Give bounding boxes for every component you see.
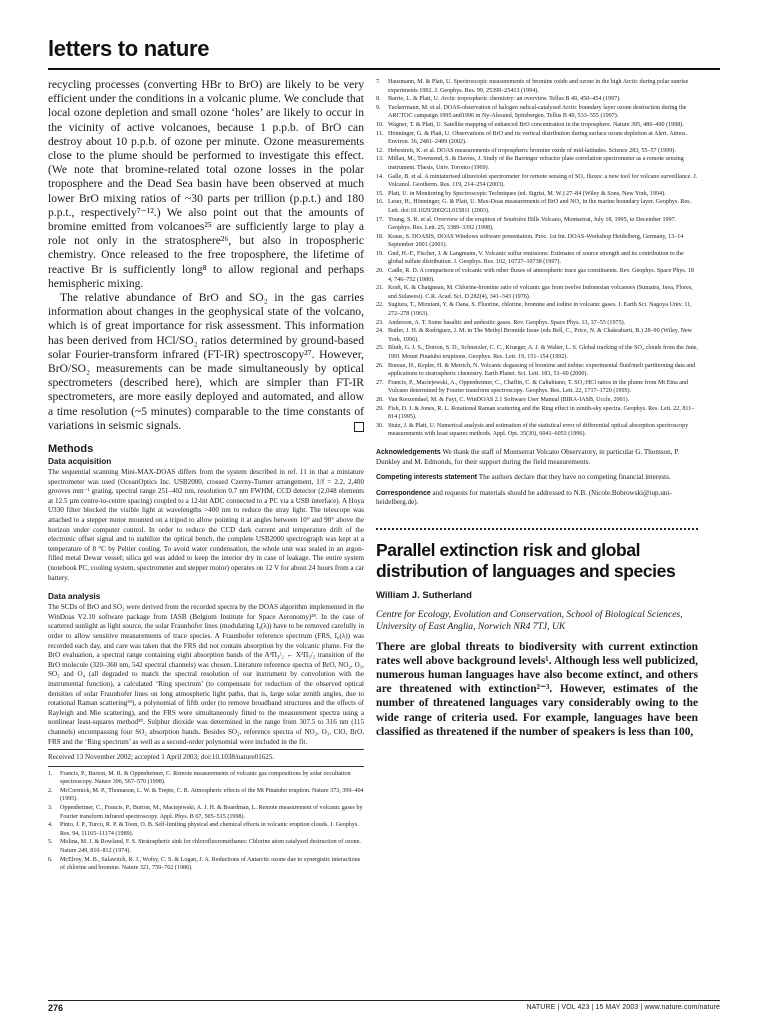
- reference-number: 4.: [48, 822, 53, 829]
- reference-text: Bluth, G. J. S., Doiron, S. D., Schnetzler, C. C., Krueger, A. J. & Walter, L. S. Global tracking of the SO₂ clouds from the June, 1991 Mount Pinatubo eruptions. Geophys. Res. Lett. 19, 151–154 (1992).: [388, 345, 698, 360]
- intro-paragraph-2: [48, 291, 364, 433]
- correspondence-heading: Correspondence: [376, 489, 431, 497]
- reference-item: [376, 267, 698, 284]
- reference-number: 2.: [48, 787, 53, 794]
- reference-text: Kraft, K. & Chaigneau, M. Chlorine-bromine ratio of volcanic gas from twelve Indonesian volcanoes (Sumatra, Java, Flores, and Sulawesi). C.R. Acad. Sci. D 282(4), 341–343 (1976).: [388, 285, 693, 300]
- reference-number: 18.: [376, 233, 384, 240]
- reference-text: McCormick, M. P., Thomason, L. W. & Trepte, C. R. Atmospheric effects of the Mt Pinatubo eruption. Nature 373, 399–404 (1995).: [60, 787, 364, 803]
- reference-text: Molina, M. J. & Rowland, F. S. Stratospheric sink for chlorofluoromethanes: Chlorine atom catalysed destruction of ozone. Nature 249, 810–812 (1974).: [60, 839, 361, 855]
- acknowledgements-text: We thank the staff of Montserrat Volcano Observatory, in particular G. Thomson, P. Dunkley and M. Edmonds, for their support during the field measurements.: [376, 447, 680, 466]
- footer-rule: [48, 1000, 720, 1001]
- reference-item: [376, 284, 698, 301]
- data-acquisition-text: The sequential scanning Mini-MAX-DOAS differs from the system described in ref. 11 in that a miniature spectrometer was used (OceanOptics Inc. USB2000, crossed Czerny-Turner arrangement, 1/f = 2.2, 2,400 grooves mm⁻¹ grating, spectral range 251–402 nm, resolution 0.7 nm FWHM, CCD detector (2,048 elements at 12.5 µm centre-to-centre spacing) coupled to a 12-bit ADC connected to a PC via a USB interface). A Hoya U330 filter blocked the visible light at wavelengths >400 nm to reduce the stray light. The telescope was attached to a stepper motor mounted on a tripod to allow pointing it at angles between 10° and 90° above the horizon under computer control. In order to reduce the CCD dark current and temperature drift of the electronic offset signal and to stabilize the optical bench, the complete USB2000 spectrograph was kept at a temperature of 8 °C by Peltier cooling. To avoid water condensation, the whole unit was sealed in an argon-filled metal Dewar vessel; silica gel was added to keep the interior dry in case of leakage. The entire system (notebook PC, cooling system, spectrometer and stepper motor) operates on 12 V for about 24 hours from a car battery.: [48, 468, 364, 582]
- reference-item: [48, 856, 364, 873]
- reference-item: [376, 78, 698, 95]
- reference-item: [376, 190, 698, 199]
- competing-interests: [376, 473, 698, 483]
- header-rule: [48, 68, 720, 70]
- reference-item: [376, 250, 698, 267]
- reference-text: Fish, D. J. & Jones, R. L. Rotational Raman scattering and the Ring effect in zenith-sky spectra. Geophys. Res. Lett. 22, 811–814 (1995).: [388, 405, 695, 421]
- reference-text: Sugiura, T., Mizutani, Y. & Oana, S. Fluorine, chlorine, bromine and iodine in volcanic gases. J. Earth Sci. Nagoya Univ. 11, 272–278 (1963).: [388, 302, 692, 318]
- intro-paragraph-1: recycling processes (converting HBr to BrO) are likely to be very efficient under the conditions in a volcanic plume. We conclude that local ozone depletion and small ozone ‘holes’ are likely to occur in the vicinity of active volcanoes, because 1 p.p.b. of BrO can destroy about 10 p.p.b. of ozone per minute. Ozone measurements close to the plume should be performed to investigate this effect. (We note that bromine-related total ozone losses in the polar troposphere and the Dead Sea basin have been observed at much lower BrO mixing ratios of ~30 parts per trillion (p.p.t.) and 180 p.p.t., respectively⁷⁻¹².) We also point out that the amounts of bromine emitted from volcanoes²⁵ are sufficiently large to play a role not only in the stratosphere²⁶, but also in tropospheric chemistry. Once released to the free troposphere, the lifetime of reactive Br is sufficiently long⁸ to allow regional and perhaps hemispheric mixing.: [48, 78, 364, 290]
- reference-item: [376, 233, 698, 250]
- reference-number: 9.: [376, 104, 381, 111]
- reference-number: 17.: [376, 216, 384, 223]
- reference-text: McElroy, M. B., Salawitch, R. J., Wofsy, C. S. & Logan, J. A. Reductions of Antarctic ozone due to synergistic interactions of chlorine and bromine. Nature 321, 759–762 (1986).: [60, 856, 361, 872]
- reference-text: Galle, B. et al. A miniaturised ultraviolet spectrometer for remote sensing of SO₂ fluxes: a new tool for volcano surveillance. J. Volcanol. Geotherm. Res. 119, 214–254 (2003).: [388, 173, 698, 189]
- reference-text: Oppenheimer, C., Francis, P., Burton, M., Maciejewski, A. J. H. & Boardman, L. Remote measurement of volcanic gases by Fourier transform infrared spectroscopy. Appl. Phys. B 67, 505–515 (1998).: [60, 805, 363, 820]
- reference-number: 20.: [376, 268, 384, 275]
- reference-text: Hebestreit, K. et al. DOAS measurements of tropospheric bromine oxide of mid-latitudes. Science 283, 55–57 (1999).: [388, 147, 676, 154]
- reference-text: Hausmann, M. & Platt, U. Spectroscopic measurements of bromine oxide and ozone in the high Arctic during polar sunrise experiments 1992. J. Geophys. Res. 99, 25399–25413 (1994).: [388, 79, 689, 94]
- reference-number: 27.: [376, 379, 384, 386]
- article-abstract: There are global threats to biodiversity with current extinction rates well above background levels¹. Although less well publicized, numerous human languages have also become extinct, and others are threatened with extinction²⁻³. However, estimates of the number of threatened languages vary considerably owing to the wide range of criteria used. For example, languages have been classified as threatened if the number of speakers is less than 100,: [376, 641, 698, 738]
- reference-text: Leser, H., Hönninger, G. & Platt, U. Max-Doas measurements of BrO and NO₂ in the marine boundary layer. Geophys. Res. Lett. doi:10.1029/2002GL015811 (2003).: [388, 199, 692, 214]
- reference-number: 16.: [376, 199, 384, 206]
- reference-text: Pinto, J. P., Turco, R. P. & Toon, O. B. Self-limiting physical and chemical effects in volcanic eruption clouds. J. Geophys. Res. 94, 11165–11174 (1989).: [60, 822, 359, 837]
- reference-number: 25.: [376, 345, 384, 352]
- reference-item: [48, 821, 364, 838]
- reference-text: Butler, J. H. & Rodriguez, J. M. in The Methyl Bromide Issue (eds Bell, C., Price, N. & Chakrabarti, B.) 28–90 (Wiley, New York, 1996).: [388, 328, 692, 343]
- received-rule-bottom: [48, 766, 364, 767]
- reference-text: Van Roozendael, M. & Fayt, C. WinDOAS 2.1 Software User Manual (BIRA-IASB, Uccle, 2001).: [388, 396, 630, 403]
- reference-text: Hönninger, G. & Platt, U. Observations of BrO and its vertical distribution during surface ozone depletion at Alert. Atmos. Environ. 36, 2481–2489 (2002).: [388, 130, 687, 146]
- reference-item: [376, 362, 698, 379]
- reference-number: 1.: [48, 770, 53, 777]
- reference-number: 30.: [376, 422, 384, 429]
- data-acquisition-heading: Data acquisition: [48, 457, 112, 467]
- reference-number: 5.: [48, 839, 53, 846]
- reference-item: [376, 104, 698, 121]
- reference-text: Bureau, H., Kepler, H. & Metrich, N. Volcanic degassing of bromine and iodine: experimental fluid/melt partitioning data and applications to stratospheric chemistry. Earth Planet. Sci. Lett. 183, 51–60 (2000).: [388, 362, 696, 378]
- received-rule-top: [48, 749, 364, 750]
- reference-number: 7.: [376, 79, 381, 85]
- end-of-text-box-icon: [354, 422, 364, 432]
- reference-text: Barrie, L. & Platt, U. Arctic tropospheric chemistry: an overview. Tellus B 49, 450–454 (1997).: [388, 96, 621, 103]
- competing-interests-text: The authors declare that they have no competing financial interests.: [478, 473, 671, 482]
- reference-item: [48, 770, 364, 787]
- reference-number: 29.: [376, 405, 384, 412]
- reference-item: [376, 216, 698, 233]
- reference-item: [376, 396, 698, 405]
- reference-text: Gnd, H.-F., Fischer, J. & Langmann, V. Volcanic sulfur emissions: Estimates of source strength and its contribution to the global sulfate distribution. J. Geophys. Res. 102, 10727–10738 (1997).: [388, 250, 684, 266]
- reference-number: 26.: [376, 362, 384, 369]
- competing-interests-heading: Competing interests statement: [376, 474, 478, 482]
- reference-number: 23.: [376, 319, 384, 326]
- reference-item: [376, 155, 698, 172]
- reference-number: 8.: [376, 96, 381, 103]
- reference-text: Francis, P., Maciejewski, A., Oppenheimer, C., Chaffin, C. & Caltabiano, T. SO₂:HCl ratios in the plume from Mt Etna and Vulcano determined by Fourier transform spectroscopy. Geophys. Res. Lett. 22, 1717–1720 (1995).: [388, 379, 689, 395]
- reference-number: 24.: [376, 328, 384, 335]
- received-line: Received 13 November 2002; accepted 1 April 2003; doi:10.1038/nature01625.: [48, 753, 275, 762]
- acknowledgements-heading: Acknowledgements: [376, 448, 441, 456]
- reference-item: [376, 121, 698, 130]
- page-number: 276: [48, 1003, 64, 1013]
- reference-number: 12.: [376, 147, 384, 154]
- article-author: William J. Sutherland: [376, 589, 472, 601]
- reference-item: [376, 422, 698, 439]
- reference-number: 3.: [48, 805, 53, 812]
- reference-text: Francis, P., Burton, M. R. & Oppenheimer, C. Remote measurements of volcanic gas compositions by solar occultation spectroscopy. Nature 396, 567–570 (1998).: [60, 770, 351, 786]
- reference-text: Kraus, S. DOASIS, DOAS Windows software presentation. Proc. 1st Int. DOAS-Workshop Heidelberg, Germany, 13–14 September 2001 (2001).: [388, 233, 684, 249]
- right-column: [376, 78, 698, 1008]
- reference-number: 11.: [376, 130, 384, 137]
- reference-number: 15.: [376, 190, 384, 197]
- reference-item: [376, 319, 698, 328]
- reference-item: [376, 301, 698, 318]
- methods-heading: Methods: [48, 443, 94, 456]
- reference-item: [376, 95, 698, 104]
- reference-number: 28.: [376, 396, 384, 403]
- reference-text: Tuckermann, M. et al. DOAS-observation of halogen radical-catalysed Arctic boundary layer ozone destruction during the ARCTOC campaign 1995 and1996 in Ny-Alesund, Spitzbergen. Tellus B 49, 533–555 (1997).: [388, 104, 687, 120]
- journal-section-title: letters to nature: [48, 36, 210, 61]
- reference-item: [376, 327, 698, 344]
- reference-text: Wagner, T. & Platt, U. Satellite mapping of enhanced BrO concentration in the troposphere. Nature 395, 486–490 (1998).: [388, 121, 684, 128]
- reference-item: [376, 198, 698, 215]
- correspondence: [376, 489, 698, 508]
- data-analysis-heading: Data analysis: [48, 592, 101, 602]
- reference-item: [48, 838, 364, 855]
- reference-text: Stutz, J. & Platt, U. Numerical analysis and estimation of the statistical error of differential optical absorption spectroscopy measurements with least squares methods. Appl. Opt. 35(30), 6041–6053 (1996).: [388, 422, 689, 438]
- article-affiliation: Centre for Ecology, Evolution and Conservation, School of Biological Sciences, University of East Anglia, Norwich NR4 7TJ, UK: [376, 608, 683, 632]
- reference-item: [376, 405, 698, 422]
- data-analysis-text: The SCDs of BrO and SO₂ were derived from the recorded spectra by the DOAS algorithm implemented in the WinDoas V2.10 software package from IASB (Belgium Institute for Space Aeronomy)²⁸. In the case of scattered sunlight as light source, the solar Fraunhofer lines (modulating I₀(λ)) have to be removed carefully in order to allow sensitive measurements of trace species. A Fraunhofer reference spectrum (FRS, I₀(λ)) was recorded each day, and care was taken that the FRS did not contain absorption by the volcanic plume. For the BrO evaluation, a spectral range containing eight absorption bands of the A²Π₃/₂ ← X²Π₃/₂ transition of the BrO molecule (320–360 nm, 542 spectral channels) was chosen. Literature reference spectra of BrO, NO₂, O₃, SO₂ and O₄ (all degraded to match the spectral resolution of our instrument by convolution with the instrumental function), a calculated ‘Ring spectrum’ (to compensate for reduction of the observed optical densities of solar Fraunhofer lines on long atmospheric light paths, that is, large solar zenith angles, due to rotational Raman scattering²⁹), a polynomial of fifth order (to remove broadband structures and the effects of Rayleigh and Mie scattering), and the FRS were simultaneously fitted to the measurement spectra using a nonlinear least-squares method³⁰. Sulphur dioxide was determined in the range from 307.5 to 316 nm (115 channels) encompassing four SO₂ absorption bands. Besides SO₂, reference spectra of NO₂, O₃, ClO, BrO, FRS and the ‘Ring spectrum’ as well as a second-order polynomial were included in the fit.: [48, 603, 364, 746]
- reference-list-left: [48, 770, 364, 873]
- reference-number: 13.: [376, 156, 384, 163]
- reference-item: [376, 147, 698, 156]
- reference-item: [376, 130, 698, 147]
- correspondence-text: and requests for materials should be addressed to N.B. (Nicole.Bobrowski@iup.uni-heidelberg.de).: [376, 488, 672, 507]
- reference-number: 22.: [376, 302, 384, 309]
- reference-number: 21.: [376, 285, 384, 292]
- reference-list-right: [376, 78, 698, 439]
- reference-text: Young, S. R. et al. Overview of the eruption of Soufrière Hills Volcano, Montserrat, July 18, 1995, to December 1997. Geophys. Res. Lett. 25, 3389–3392 (1998).: [388, 216, 677, 232]
- reference-item: [48, 787, 364, 804]
- reference-item: [376, 379, 698, 396]
- reference-text: Platt, U. in Monitoring by Spectroscopic Techniques (ed. Sigrist, M. W.) 27–84 (Wiley & Sons, New York, 1994).: [388, 190, 666, 197]
- footer-journal-info: NATURE | VOL 423 | 15 MAY 2003 | www.nature.com/nature: [526, 1004, 720, 1011]
- reference-text: Anderson, A. T. Some basaltic and andesitic gases. Rev. Geophys. Space Phys. 13, 37–55 (1975).: [388, 319, 626, 326]
- reference-item: [376, 344, 698, 361]
- reference-text: Millan, M., Townsend, S. & Davies, J. Study of the Barringer refractor plate correlation spectrometer as a remote sensing instrument. Thesis, Univ. Toronto (1969).: [388, 156, 684, 171]
- article-separator: [376, 528, 698, 530]
- acknowledgements: [376, 448, 698, 467]
- reference-item: [376, 173, 698, 190]
- intro-paragraph-2-text: The relative abundance of BrO and SO₂ in the gas carries information about changes in the geophysical state of the volcano, which is of great importance for risk assessment. This information has been derived from HCl/SO₂ ratios determined by ground-based solar Fourier-transform infrared (FT-IR) spectroscopy²⁷. However, BrO/SO₂ measurements can be made simultaneously by optical spectrometers (described here), which are simpler than FT-IR spectrometers, are more easily deployed and automated, and allow a time resolution (~5 minutes) comparable to the time constants of variations in seismic signals.: [48, 291, 364, 432]
- reference-number: 14.: [376, 173, 384, 180]
- article-title: Parallel extinction risk and global distribution of languages and species: [376, 539, 676, 581]
- reference-number: 6.: [48, 856, 53, 863]
- left-column: [48, 78, 364, 1012]
- reference-text: Cadle, R. D. A comparison of volcanic with other fluxes of atmospheric trace gas constituents. Rev. Geophys. Space Phys. 18 4, 746–752 (1980).: [388, 268, 694, 283]
- reference-number: 19.: [376, 250, 384, 257]
- reference-number: 10.: [376, 121, 384, 128]
- reference-item: [48, 804, 364, 821]
